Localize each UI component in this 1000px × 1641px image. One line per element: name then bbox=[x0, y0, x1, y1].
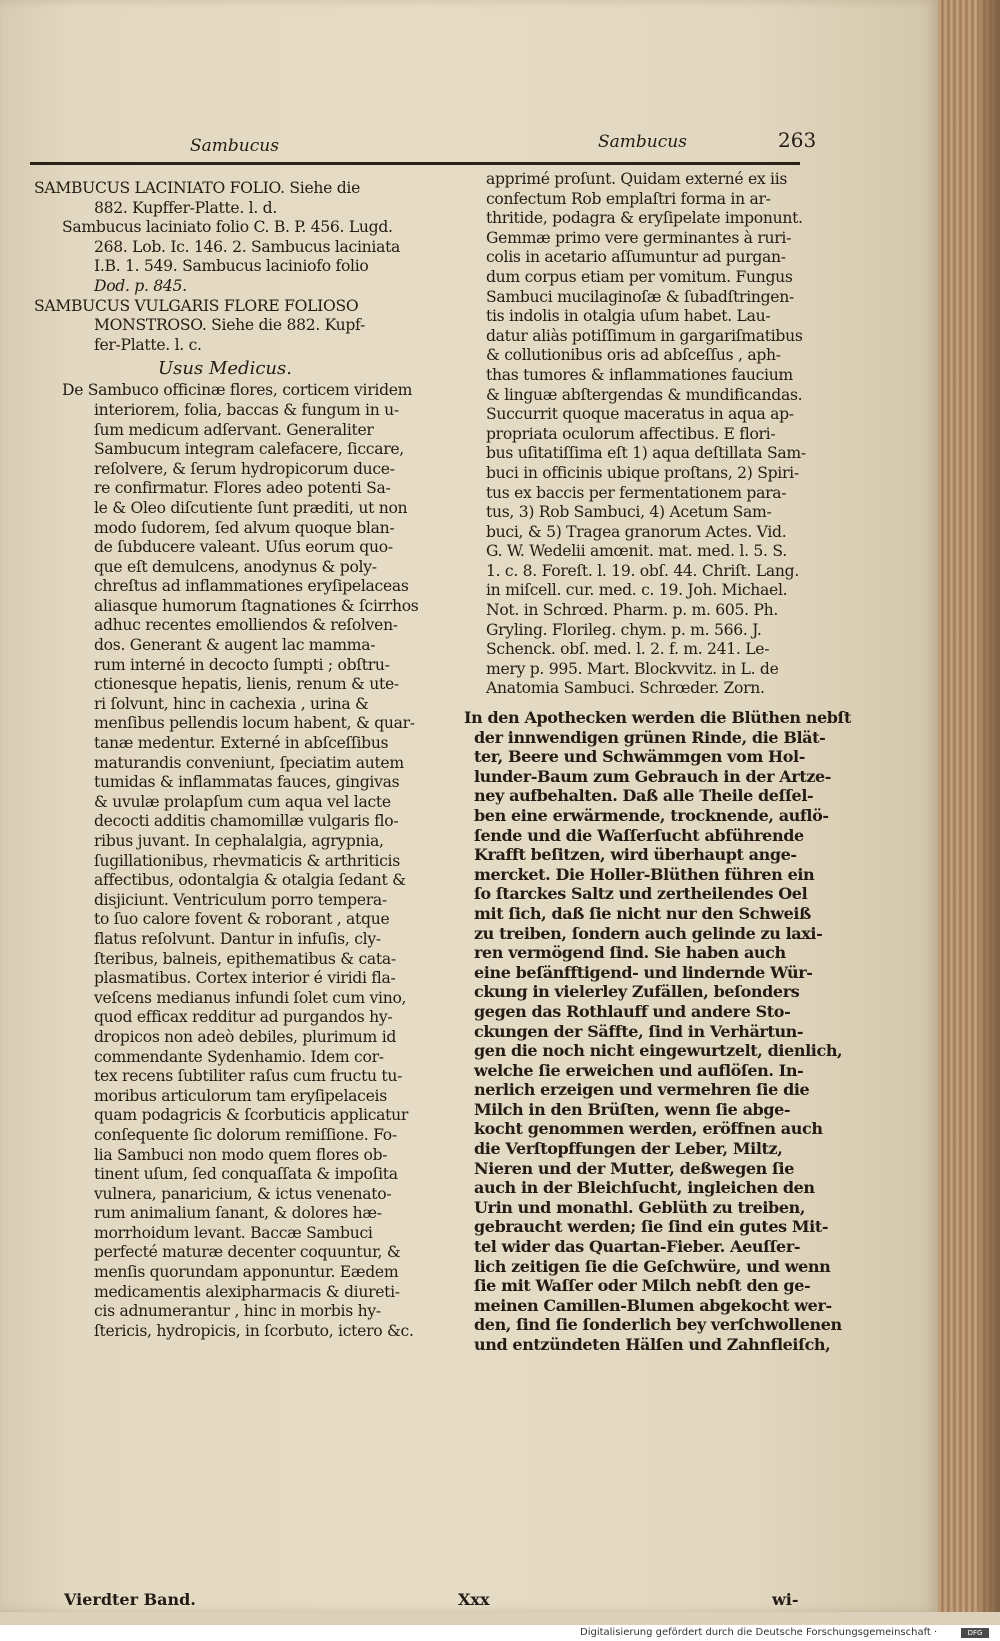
text-line: welche ſie erweichen und auflöſen. In- bbox=[474, 1060, 804, 1080]
text-line: to ſuo calore fovent & roborant , atque bbox=[94, 910, 390, 929]
section-heading: Usus Medicus. bbox=[158, 358, 292, 380]
text-line: Nieren und der Mutter, deßwegen ſie bbox=[474, 1158, 794, 1178]
text-line: G. W. Wedelii amœnit. mat. med. l. 5. S. bbox=[486, 542, 787, 561]
text-line: ſtericis, hydropicis, in ſcorbuto, ictero &c. bbox=[94, 1321, 414, 1340]
text-line: chreſtus ad inflammationes eryſipelaceas bbox=[94, 577, 409, 596]
text-line: gebraucht werden; ſie ſind ein gutes Mit- bbox=[474, 1217, 829, 1237]
entry-line: Dod. p. 845. bbox=[94, 276, 187, 295]
text-line: gegen das Rothlauff und andere Sto- bbox=[474, 1001, 791, 1021]
signature-mark: Xxx bbox=[458, 1590, 490, 1609]
header-rule bbox=[30, 162, 800, 165]
text-line: Gryling. Florileg. chym. p. m. 566. J. bbox=[486, 620, 762, 639]
text-line: mercket. Die Holler-Blüthen führen ein bbox=[474, 864, 815, 884]
page-edge-shadow bbox=[980, 0, 1000, 1612]
text-line: und entzündeten Hälſen und Zahnfleiſch, bbox=[474, 1335, 831, 1354]
text-line: lunder-Baum zum Gebrauch in der Artze- bbox=[474, 766, 832, 786]
text-line: aliasque humorum ſtagnationes & ſcirrhos bbox=[94, 596, 419, 615]
text-line: Not. in Schrœd. Pharm. p. m. 605. Ph. bbox=[486, 601, 779, 620]
text-line: maturandis conveniunt, ſpeciatim autem bbox=[94, 753, 404, 772]
text-line: ter, Beere und Schwämmgen vom Hol- bbox=[474, 747, 805, 767]
entry-line: 268. Lob. Ic. 146. 2. Sambucus laciniata bbox=[94, 237, 401, 256]
text-line: thas tumores & inflammationes faucium bbox=[486, 365, 793, 384]
text-line: cis adnumerantur , hinc in morbis hy- bbox=[94, 1302, 381, 1321]
right-german-column bbox=[464, 708, 852, 1355]
text-line: ſende und die Waſſerſucht abführende bbox=[474, 825, 804, 845]
text-line: confectum Rob emplaſtri forma in ar- bbox=[486, 189, 771, 208]
right-german-text bbox=[464, 708, 852, 1355]
entry-line: SAMBUCUS LACINIATO FOLIO. Siehe die bbox=[34, 179, 361, 197]
text-line: quam podagricis & ſcorbuticis applicatur bbox=[94, 1106, 408, 1125]
text-line: ſie mit Waſſer oder Milch nebſt den ge- bbox=[474, 1276, 811, 1296]
entry-line: Sambucus laciniato folio C. B. P. 456. Lugd. bbox=[62, 218, 393, 237]
text-line: ſum medicum adſervant. Generaliter bbox=[94, 420, 374, 439]
text-line: Krafft beſitzen, wird überhaupt ange- bbox=[474, 845, 797, 865]
digitization-credit: Digitalisierung gefördert durch die Deutsche Forschungsgemeinschaft · bbox=[580, 1627, 938, 1638]
text-line: ſo ſtarckes Saltz und zertheilendes Oel bbox=[474, 884, 808, 904]
text-line: Schenck. obſ. med. l. 2. f. m. 241. Le- bbox=[486, 640, 770, 659]
text-line: De Sambuco officinæ flores, corticem viridem bbox=[62, 381, 413, 400]
text-line: 1. c. 8. Foreſt. l. 19. obſ. 44. Chriſt. Lang. bbox=[486, 561, 799, 580]
left-column bbox=[34, 179, 434, 1341]
text-line: nerlich erzeigen und vermehren ſie die bbox=[474, 1080, 810, 1100]
entry-line: fer-Platte. l. c. bbox=[94, 335, 202, 354]
text-line: apprimé proſunt. Quidam externé ex iis bbox=[486, 170, 788, 188]
entry-laciniato bbox=[34, 179, 434, 297]
text-line: rum animalium ſanant, & dolores hæ- bbox=[94, 1204, 382, 1223]
text-line: lia Sambuci non modo quem flores ob- bbox=[94, 1145, 388, 1164]
text-line: buci in officinis ubique proſtans, 2) Spiri- bbox=[486, 463, 799, 482]
page-number: 263 bbox=[778, 128, 817, 152]
text-line: ctionesque hepatis, lienis, renum & ute- bbox=[94, 675, 399, 694]
text-line: de ſubducere valeant. Uſus eorum quo- bbox=[94, 538, 393, 557]
text-line: menſibus pellendis locum habent, & quar- bbox=[94, 714, 415, 733]
left-body-text bbox=[34, 381, 434, 1341]
text-line: vulnera, panaricium, & ictus venenato- bbox=[94, 1184, 392, 1203]
text-line: tus ex baccis per fermentationem para- bbox=[486, 483, 787, 502]
text-line: ney aufbehalten. Daß alle Theile deſſel- bbox=[474, 786, 814, 806]
text-line: quod efficax redditur ad purgandos hy- bbox=[94, 1008, 393, 1027]
text-line: affectibus, odontalgia & otalgia ſedant & bbox=[94, 871, 406, 890]
text-line: propriata oculorum affectibus. E flori- bbox=[486, 424, 776, 443]
text-line: bus uſitatiſſima eſt 1) aqua deſtillata Sam- bbox=[486, 444, 806, 463]
text-line: adhuc recentes emolliendos & reſolven- bbox=[94, 616, 398, 635]
text-line: re confirmatur. Flores adeo potenti Sa- bbox=[94, 479, 391, 498]
text-line: buci, & 5) Tragea granorum Actes. Vid. bbox=[486, 522, 787, 541]
text-line: den, ſind ſie ſonderlich bey verſchwollenen bbox=[474, 1315, 842, 1335]
text-line: reſolvere, & ſerum hydropicorum duce- bbox=[94, 459, 395, 478]
text-line: moribus articulorum tam eryſipelaceis bbox=[94, 1086, 387, 1105]
entry-vulgaris bbox=[34, 297, 434, 356]
text-line: decocti additis chamomillæ vulgaris flo- bbox=[94, 812, 399, 831]
text-line: & linguæ abſtergendas & mundificandas. bbox=[486, 385, 803, 404]
text-line: tanæ medentur. Externé in abſceſſibus bbox=[94, 734, 389, 753]
text-line: perfecté maturæ decenter coquuntur, & bbox=[94, 1243, 401, 1262]
text-line: veſcens medianus infundi ſolet cum vino, bbox=[94, 988, 407, 1007]
entry-line: SAMBUCUS VULGARIS FLORE FOLIOSO bbox=[34, 296, 359, 315]
text-line: flatus reſolvunt. Dantur in infuſis, cly- bbox=[94, 929, 381, 948]
text-line: In den Apothecken werden die Blüthen nebſt bbox=[464, 708, 852, 727]
entry-line: 882. Kupffer-Platte. l. d. bbox=[94, 198, 277, 217]
dfg-logo: DFG bbox=[961, 1628, 989, 1638]
text-line: gen die noch nicht eingewurtzelt, dienlich, bbox=[474, 1041, 843, 1061]
text-line: ſteribus, balneis, epithematibus & cata- bbox=[94, 949, 396, 968]
text-line: colis in acetario aſſumuntur ad purgan- bbox=[486, 248, 786, 267]
text-line: dropicos non adeò debiles, plurimum id bbox=[94, 1027, 397, 1046]
text-line: tus, 3) Rob Sambuci, 4) Acetum Sam- bbox=[486, 503, 772, 522]
running-head-right: Sambucus bbox=[598, 132, 687, 152]
text-line: dum corpus etiam per vomitum. Fungus bbox=[486, 267, 793, 286]
text-line: tel wider das Quartan-Fieber. Aeuſſer- bbox=[474, 1237, 801, 1257]
text-line: interiorem, folia, baccas & fungum in u- bbox=[94, 400, 399, 419]
text-line: ckung in vielerley Zufällen, beſonders bbox=[474, 982, 800, 1002]
text-line: mery p. 995. Mart. Blockvvitz. in L. de bbox=[486, 659, 779, 678]
running-head-left: Sambucus bbox=[190, 136, 279, 156]
text-line: morrhoidum levant. Baccæ Sambuci bbox=[94, 1223, 373, 1242]
text-line: Urin und monathl. Geblüth zu treiben, bbox=[474, 1197, 806, 1217]
text-line: mit ſich, daß ſie nicht nur den Schweiß bbox=[474, 903, 811, 923]
text-line: ri ſolvunt, hinc in cachexia , urina & bbox=[94, 694, 369, 713]
text-line: ribus juvant. In cephalalgia, agrypnia, bbox=[94, 832, 384, 850]
text-line: le & Oleo diſcutiente ſunt præditi, ut non bbox=[94, 498, 408, 517]
text-line: Succurrit quoque maceratus in aqua ap- bbox=[486, 405, 794, 424]
text-line: Sambuci mucilaginoſæ & ſubadſtringen- bbox=[486, 287, 794, 306]
text-line: ſugillationibus, rhevmaticis & arthriticis bbox=[94, 851, 400, 870]
text-line: thritide, podagra & eryſipelate imponunt. bbox=[486, 209, 803, 228]
text-line: ben eine erwärmende, trocknende, auflö- bbox=[474, 805, 829, 825]
text-line: die Verſtopffungen der Leber, Miltz, bbox=[474, 1139, 783, 1159]
text-line: auch in der Bleichſucht, ingleichen den bbox=[474, 1178, 815, 1198]
text-line: ren vermögend ſind. Sie haben auch bbox=[474, 943, 786, 963]
right-latin-text bbox=[486, 170, 806, 699]
text-line: meinen Camillen-Blumen abgekocht wer- bbox=[474, 1295, 832, 1315]
text-line: eine beſänfftigend- und lindernde Wür- bbox=[474, 962, 813, 982]
text-line: que eſt demulcens, anodynus & poly- bbox=[94, 557, 377, 576]
text-line: in miſcell. cur. med. c. 19. Joh. Michael. bbox=[486, 581, 788, 600]
text-line: disjiciunt. Ventriculum porro tempera- bbox=[94, 890, 387, 909]
text-line: & collutionibus oris ad abſceſſus , aph- bbox=[486, 346, 781, 365]
text-line: rum interné in decocto ſumpti ; obſtru- bbox=[94, 655, 390, 674]
text-line: datur aliàs potiſſimum in gargariſmatibus bbox=[486, 326, 803, 345]
entry-line: I.B. 1. 549. Sambucus laciniofo folio bbox=[94, 257, 369, 276]
text-line: conſequente ſic dolorum remiſſione. Fo- bbox=[94, 1125, 397, 1144]
text-line: tumidas & inflammatas fauces, gingivas bbox=[94, 773, 400, 792]
text-line: der innwendigen grünen Rinde, die Blät- bbox=[474, 727, 826, 747]
text-line: menſis quorundam apponuntur. Eædem bbox=[94, 1263, 399, 1282]
text-line: tinent uſum, ſed conquaſſata & impoſita bbox=[94, 1165, 398, 1184]
text-line: modo ſudorem, ſed alvum quoque blan- bbox=[94, 518, 395, 537]
entry-line: MONSTROSO. Siehe die 882. Kupf- bbox=[94, 316, 365, 335]
text-line: tis indolis in otalgia uſum habet. Lau- bbox=[486, 307, 771, 326]
text-line: zu treiben, ſondern auch gelinde zu laxi- bbox=[474, 923, 823, 943]
catchword: wi- bbox=[772, 1590, 799, 1609]
text-line: dos. Generant & augent lac mamma- bbox=[94, 636, 376, 655]
text-line: kocht genommen werden, eröffnen auch bbox=[474, 1119, 823, 1139]
text-line: Anatomia Sambuci. Schrœder. Zorn. bbox=[486, 679, 765, 698]
text-line: & uvulæ prolapſum cum aqua vel lacte bbox=[94, 792, 391, 811]
text-line: medicamentis alexipharmacis & diureti- bbox=[94, 1282, 400, 1301]
text-line: commendante Sydenhamio. Idem cor- bbox=[94, 1047, 384, 1066]
right-column bbox=[486, 170, 806, 699]
text-line: tex recens ſubtiliter raſus cum fructu tu- bbox=[94, 1067, 403, 1086]
text-line: Sambucum integram calefacere, ſiccare, bbox=[94, 440, 404, 459]
text-line: ckungen der Säffte, ſind in Verhärtun- bbox=[474, 1021, 804, 1041]
text-line: Milch in den Brüſten, wenn ſie abge- bbox=[474, 1099, 791, 1119]
text-line: plasmatibus. Cortex interior é viridi fla- bbox=[94, 969, 396, 988]
text-line: Gemmæ primo vere germinantes à ruri- bbox=[486, 228, 792, 247]
volume-footer: Vierdter Band. bbox=[64, 1590, 196, 1609]
text-line: lich zeitigen ſie die Geſchwüre, und wenn bbox=[474, 1256, 831, 1276]
